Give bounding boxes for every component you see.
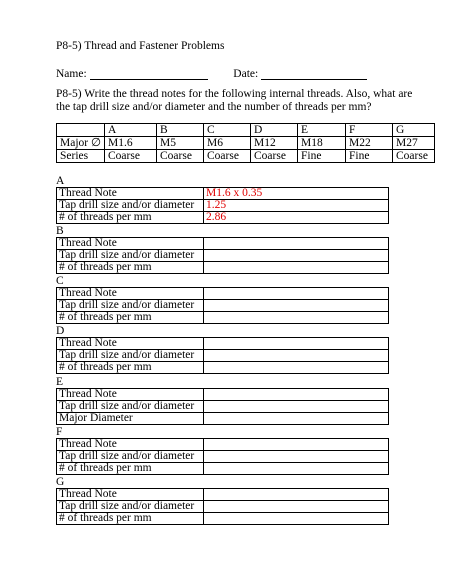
row-label: Thread Note bbox=[57, 489, 204, 501]
table-row bbox=[57, 312, 389, 324]
answer-table bbox=[56, 287, 389, 324]
row-label: # of threads per mm bbox=[57, 362, 204, 374]
row-label: Thread Note bbox=[57, 288, 204, 300]
table-cell: Coarse bbox=[157, 150, 204, 163]
row-label: Major Diameter bbox=[57, 413, 204, 425]
block-label: F bbox=[56, 426, 63, 438]
table-cell: Fine bbox=[346, 150, 393, 163]
row-label: # of threads per mm bbox=[57, 463, 204, 475]
question-text: P8-5) Write the thread notes for the following internal threads. Also, what are the tap drill size and/or diameter and the number of threads per mm? bbox=[56, 88, 413, 113]
row-label: # of threads per mm bbox=[57, 312, 204, 324]
row-label: Tap drill size and/or diameter bbox=[57, 350, 204, 362]
table-cell: M5 bbox=[157, 137, 204, 150]
answer-block-a bbox=[56, 175, 389, 224]
row-label: Tap drill size and/or diameter bbox=[57, 501, 204, 513]
row-label: Thread Note bbox=[57, 389, 204, 401]
answer-field[interactable] bbox=[204, 451, 389, 463]
row-label: Tap drill size and/or diameter bbox=[57, 250, 204, 262]
answer-field[interactable] bbox=[204, 250, 389, 262]
answer-table bbox=[56, 187, 389, 224]
answer-block-b bbox=[56, 225, 389, 274]
answer-field[interactable] bbox=[204, 288, 389, 300]
answer-table bbox=[56, 337, 389, 374]
answer-table bbox=[56, 488, 389, 525]
row-label: Tap drill size and/or diameter bbox=[57, 451, 204, 463]
table-row bbox=[57, 501, 389, 513]
table-cell: C bbox=[204, 124, 251, 137]
answer-field[interactable] bbox=[204, 350, 389, 362]
answer-field[interactable] bbox=[204, 489, 389, 501]
table-row bbox=[57, 200, 389, 212]
table-row bbox=[57, 439, 389, 451]
table-row bbox=[57, 338, 389, 350]
major-diameter-row bbox=[57, 137, 435, 150]
row-label: # of threads per mm bbox=[57, 513, 204, 525]
row-label: Thread Note bbox=[57, 188, 204, 200]
block-label: C bbox=[56, 275, 64, 287]
row-label: Tap drill size and/or diameter bbox=[57, 401, 204, 413]
answer-field[interactable]: M1.6 x 0.35 bbox=[204, 188, 389, 200]
block-label: B bbox=[56, 225, 64, 237]
table-cell: Coarse bbox=[251, 150, 298, 163]
table-row bbox=[57, 362, 389, 374]
table-cell: Coarse bbox=[393, 150, 435, 163]
answer-field[interactable]: 1.25 bbox=[204, 200, 389, 212]
table-cell: M6 bbox=[204, 137, 251, 150]
table-row bbox=[57, 238, 389, 250]
answer-field[interactable]: 2.86 bbox=[204, 212, 389, 224]
answer-field[interactable] bbox=[204, 413, 389, 425]
answer-field[interactable] bbox=[204, 401, 389, 413]
answer-block-g bbox=[56, 476, 389, 525]
letter-row bbox=[57, 124, 435, 137]
answer-field[interactable] bbox=[204, 439, 389, 451]
answer-block-f bbox=[56, 426, 389, 475]
table-cell: F bbox=[346, 124, 393, 137]
name-field[interactable] bbox=[90, 67, 208, 80]
table-cell: M1.6 bbox=[105, 137, 157, 150]
table-cell: M27 bbox=[393, 137, 435, 150]
table-row bbox=[57, 389, 389, 401]
table-cell: B bbox=[157, 124, 204, 137]
block-label: E bbox=[56, 376, 64, 388]
answer-field[interactable] bbox=[204, 262, 389, 274]
answer-field[interactable] bbox=[204, 513, 389, 525]
table-cell: Coarse bbox=[105, 150, 157, 163]
answer-table bbox=[56, 237, 389, 274]
block-label: G bbox=[56, 476, 65, 488]
table-cell: Fine bbox=[298, 150, 346, 163]
table-cell: Coarse bbox=[204, 150, 251, 163]
table-row bbox=[57, 188, 389, 200]
table-row bbox=[57, 413, 389, 425]
row-label: Thread Note bbox=[57, 238, 204, 250]
table-row bbox=[57, 262, 389, 274]
row-label: Thread Note bbox=[57, 439, 204, 451]
table-row bbox=[57, 212, 389, 224]
answer-field[interactable] bbox=[204, 300, 389, 312]
row-label: # of threads per mm bbox=[57, 262, 204, 274]
table-cell: M12 bbox=[251, 137, 298, 150]
table-cell: Series bbox=[57, 150, 105, 163]
table-cell: Major ∅ bbox=[57, 137, 105, 150]
table-row bbox=[57, 401, 389, 413]
block-label: A bbox=[56, 175, 65, 187]
table-row bbox=[57, 288, 389, 300]
name-label: Name: bbox=[56, 68, 87, 80]
row-label: Tap drill size and/or diameter bbox=[57, 200, 204, 212]
table-cell: M18 bbox=[298, 137, 346, 150]
name-date-line bbox=[56, 67, 416, 80]
table-cell: D bbox=[251, 124, 298, 137]
row-label: # of threads per mm bbox=[57, 212, 204, 224]
table-row bbox=[57, 300, 389, 312]
table-cell: A bbox=[105, 124, 157, 137]
table-cell: G bbox=[393, 124, 435, 137]
table-row bbox=[57, 463, 389, 475]
answer-block-d bbox=[56, 325, 389, 374]
thread-size-table bbox=[56, 123, 435, 163]
table-row bbox=[57, 489, 389, 501]
answer-field[interactable] bbox=[204, 338, 389, 350]
answer-table bbox=[56, 438, 389, 475]
table-cell: M22 bbox=[346, 137, 393, 150]
answer-table bbox=[56, 388, 389, 425]
row-label: Thread Note bbox=[57, 338, 204, 350]
answer-block-c bbox=[56, 275, 389, 324]
table-row bbox=[57, 451, 389, 463]
page-title: P8-5) Thread and Fastener Problems bbox=[56, 40, 225, 52]
series-row bbox=[57, 150, 435, 163]
table-row bbox=[57, 350, 389, 362]
table-row bbox=[57, 513, 389, 525]
date-field[interactable] bbox=[261, 67, 367, 80]
block-label: D bbox=[56, 325, 65, 337]
table-cell: E bbox=[298, 124, 346, 137]
answer-field[interactable] bbox=[204, 463, 389, 475]
date-label: Date: bbox=[233, 68, 259, 80]
answer-field[interactable] bbox=[204, 238, 389, 250]
answer-field[interactable] bbox=[204, 389, 389, 401]
answer-field[interactable] bbox=[204, 501, 389, 513]
table-cell bbox=[57, 124, 105, 137]
table-row bbox=[57, 250, 389, 262]
answer-block-e bbox=[56, 376, 389, 425]
row-label: Tap drill size and/or diameter bbox=[57, 300, 204, 312]
answer-field[interactable] bbox=[204, 312, 389, 324]
answer-field[interactable] bbox=[204, 362, 389, 374]
